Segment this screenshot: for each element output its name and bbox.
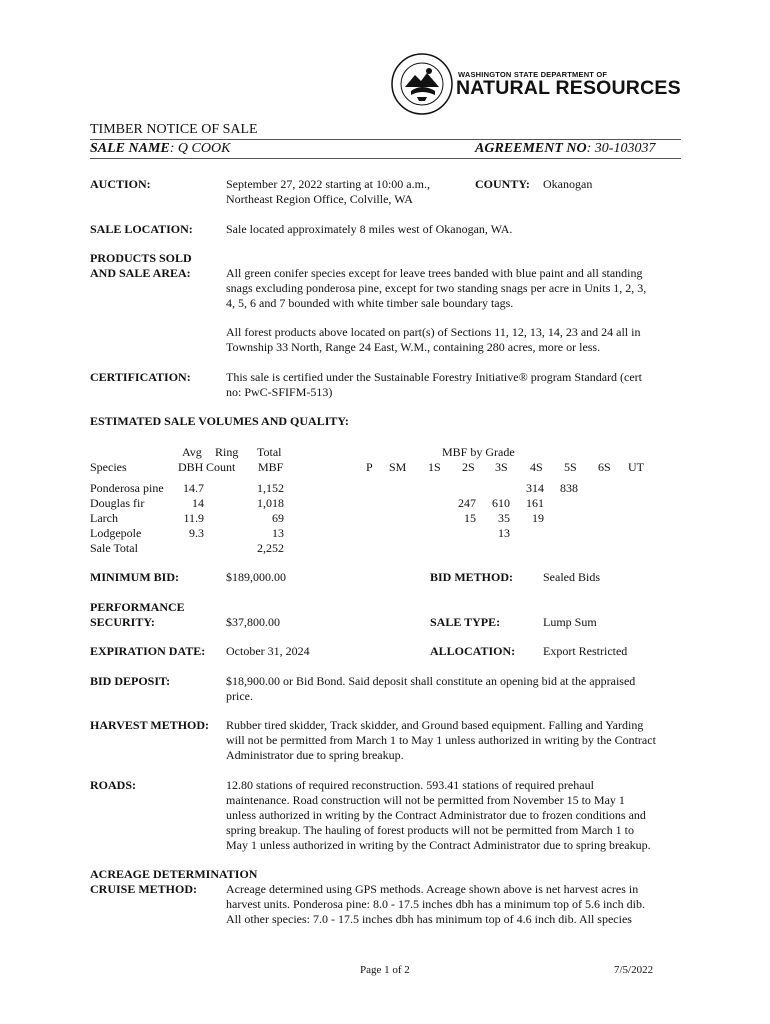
sale-name [90,141,230,157]
products-label-2: AND SALE AREA: [90,266,191,280]
table-row-species: Douglas fir [90,496,145,510]
county-label: COUNTY: [475,177,530,191]
minimum-bid-label: MINIMUM BID: [90,570,179,584]
roads-line-3: unless authorized in writing by the Contract Administrator due to frozen conditions and [226,808,646,822]
grade-1s: 1S [428,460,441,474]
products-p1-line-1: All green conifer species except for leave trees banded with blue paint and all standing [226,266,643,280]
table-row-2s: 247 [458,496,476,510]
grade-6s: 6S [598,460,611,474]
sale-location-text: Sale located approximately 8 miles west of Okanogan, WA. [226,222,513,236]
agreement-value: : 30-103037 [586,141,656,156]
table-row-3s: 13 [498,526,510,540]
grade-5s: 5S [564,460,577,474]
harvest-line-3: Administrator due to spring breakup. [226,748,404,762]
col-ring: Ring [215,445,239,459]
acreage-line-2: harvest units. Ponderosa pine: 8.0 - 17.5 inches dbh has a minimum top of 5.6 inch dib. [226,897,645,911]
sale-type-label: SALE TYPE: [430,615,501,629]
col-count: Count [206,460,236,474]
bid-deposit-line-1: $18,900.00 or Bid Bond. Said deposit shall constitute an opening bid at the appraised [226,674,636,688]
auction-line-2: Northeast Region Office, Colville, WA [226,192,413,206]
grade-p: P [366,460,373,474]
table-row-2s: 15 [464,511,476,525]
roads-line-4: spring breakup. The hauling of forest products will not be permitted from March 1 to [226,823,635,837]
agreement-label: AGREEMENT NO [475,141,587,156]
cruise-method-label: CRUISE METHOD: [90,882,198,896]
table-row-total: 69 [272,511,284,525]
title-bottom-rule [90,158,681,159]
certification-label: CERTIFICATION: [90,370,191,384]
roads-line-2: maintenance. Road construction will not be permitted from November 15 to May 1 [226,793,625,807]
title-rule [90,139,681,140]
table-row-dbh: 11.9 [183,511,204,525]
bid-deposit-label: BID DEPOSIT: [90,674,171,688]
dnr-seal-logo [391,53,453,115]
table-row-total: 1,152 [257,481,284,495]
grade-2s: 2S [462,460,475,474]
sale-location-label: SALE LOCATION: [90,222,193,236]
performance-value: $37,800.00 [226,615,280,629]
dept-line: WASHINGTON STATE DEPARTMENT OF [458,70,608,79]
allocation-label: ALLOCATION: [430,644,516,658]
volumes-heading: ESTIMATED SALE VOLUMES AND QUALITY: [90,414,349,428]
table-row-3s: 35 [498,511,510,525]
table-row-3s: 610 [492,496,510,510]
acreage-line-3: All other species: 7.0 - 17.5 inches dbh has minimum top of 4.6 inch dib. All species [226,912,632,926]
col-species: Species [90,460,127,474]
col-avg: Avg [182,445,202,459]
table-row-species: Sale Total [90,541,138,555]
col-mbf: MBF [258,460,284,474]
products-p1-line-2: snags excluding ponderosa pine, except for two standing snags per acre in Units 1, 2, 3, [226,281,647,295]
agency-name: NATURAL RESOURCES [456,77,681,99]
minimum-bid-value: $189,000.00 [226,570,286,584]
expiration-label: EXPIRATION DATE: [90,644,206,658]
table-row-species: Ponderosa pine [90,481,164,495]
table-row-total: 1,018 [257,496,284,510]
table-row-dbh: 14.7 [183,481,204,495]
bid-method-value: Sealed Bids [543,570,600,584]
products-p2-line-2: Township 33 North, Range 24 East, W.M., containing 280 acres, more or less. [226,340,601,354]
county-value: Okanogan [543,177,593,191]
col-dbh: DBH [178,460,204,474]
grade-3s: 3S [495,460,508,474]
grade-sm: SM [389,460,407,474]
table-row-species: Lodgepole [90,526,142,540]
roads-label: ROADS: [90,778,137,792]
performance-label-2: SECURITY: [90,615,155,629]
harvest-line-2: will not be permitted from March 1 to May 1 unless authorized in writing by the Contract [226,733,656,747]
certification-line-1: This sale is certified under the Sustainable Forestry Initiative® program Standard (cert [226,370,642,384]
footer-date: 7/5/2022 [614,964,654,976]
table-row-total: 2,252 [257,541,284,555]
table-row-5s: 838 [560,481,578,495]
col-mbf-by-grade: MBF by Grade [442,445,515,459]
col-total: Total [257,445,282,459]
page-number: Page 1 of 2 [360,964,410,976]
agreement-number [475,141,655,157]
bid-method-label: BID METHOD: [430,570,514,584]
auction-label: AUCTION: [90,177,151,191]
table-row-species: Larch [90,511,118,525]
roads-line-1: 12.80 stations of required reconstruction. 593.41 stations of required prehaul [226,778,594,792]
table-row-4s: 19 [532,511,544,525]
acreage-label-1: ACREAGE DETERMINATION [90,867,258,881]
table-row-total: 13 [272,526,284,540]
sale-name-label: SALE NAME [90,141,170,156]
products-label-1: PRODUCTS SOLD [90,251,192,265]
acreage-line-1: Acreage determined using GPS methods. Acreage shown above is net harvest acres in [226,882,639,896]
products-p1-line-3: 4, 5, 6 and 7 bounded with white timber sale boundary tags. [226,296,514,310]
page-title: TIMBER NOTICE OF SALE [90,122,258,137]
sale-type-value: Lump Sum [543,615,597,629]
auction-line-1: September 27, 2022 starting at 10:00 a.m., [226,177,430,191]
expiration-value: October 31, 2024 [226,644,310,658]
table-row-4s: 161 [526,496,544,510]
harvest-line-1: Rubber tired skidder, Track skidder, and Ground based equipment. Falling and Yarding [226,718,644,732]
sale-name-value: : Q COOK [169,141,231,156]
grade-ut: UT [628,460,644,474]
performance-label-1: PERFORMANCE [90,600,185,614]
harvest-label: HARVEST METHOD: [90,718,210,732]
table-row-dbh: 14 [192,496,204,510]
bid-deposit-line-2: price. [226,689,253,703]
table-row-4s: 314 [526,481,544,495]
allocation-value: Export Restricted [543,644,628,658]
grade-4s: 4S [530,460,543,474]
products-p2-line-1: All forest products above located on part(s) of Sections 11, 12, 13, 14, 23 and 24 all in [226,325,641,339]
certification-line-2: no: PwC-SFIFM-513) [226,385,333,399]
table-row-dbh: 9.3 [189,526,204,540]
roads-line-5: May 1 unless authorized in writing by the Contract Administrator due to spring breakup. [226,838,651,852]
